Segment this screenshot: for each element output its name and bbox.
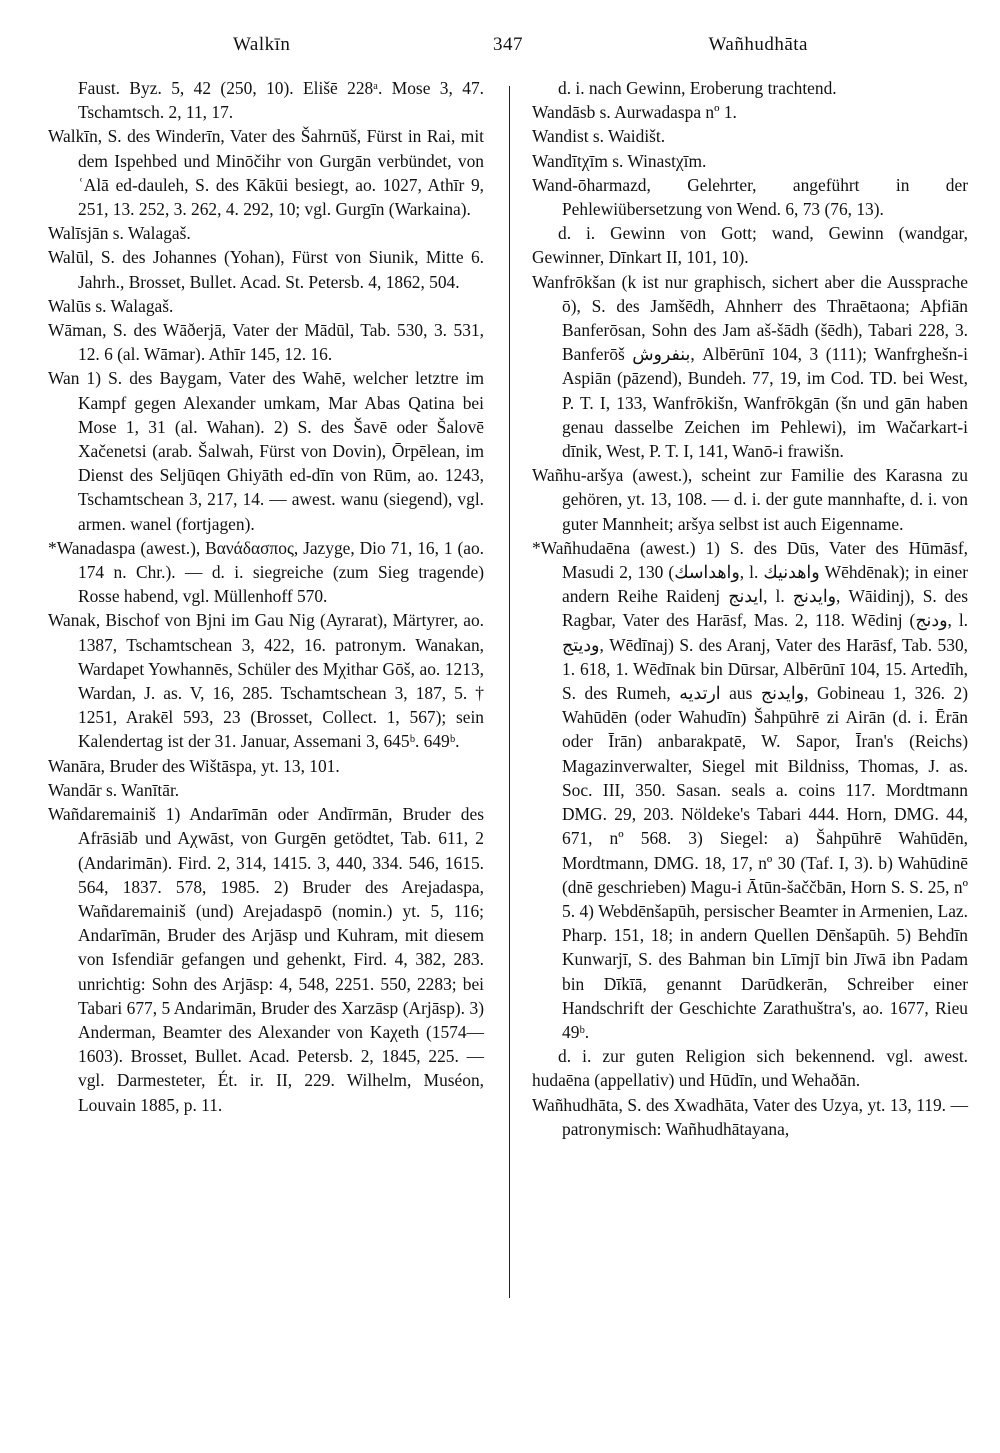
dictionary-entry: Walūl, S. des Johannes (Yohan), Fürst von Siunik, Mitte 6. Jahrh., Brosset, Bullet. Acad. St. Petersb. 4, 1862, 504.: [48, 247, 484, 292]
dictionary-entry: Wāman, S. des Wāðerjā, Vater der Mādūl, Tab. 530, 3. 531, 12. 6 (al. Wāmar). Athīr 145, 12. 16.: [48, 320, 484, 365]
page-header: [48, 34, 958, 60]
dictionary-entry: Wanfrōkšan (k ist nur graphisch, sichert aber die Aussprache ō), S. des Jamšēdh, Ahnherr des Thraētaona; Aþfiān Banferōsan, Sohn des Jam aš-šādh (šēdh), Tabari 228, 3. Banferōš بنفروش, Albērūnī 104, 3 (111); Wanfrghešn-i Aspiān (pāzend), Bundeh. 77, 19, im Cod. TD. bei West, P. T. I, 133, Wanfrōkišn, Wanfrōkgān (šn und gān haben genau dasselbe Zeichen im Pehlewi), im Wačarkart-i dīnik, West, P. T. I, 141, Wanō-i frawišn.: [532, 271, 968, 462]
dictionary-entry: Wañhu-aršya (awest.), scheint zur Familie des Karasna zu gehören, yt. 13, 108. — d. i. der gute mannhafte, d. i. von guter Mannheit; aršya selbst ist auch Eigenname.: [532, 465, 968, 534]
dictionary-entry: *Wanadaspa (awest.), Βανάδασπος, Jazyge, Dio 71, 16, 1 (ao. 174 n. Chr.). — d. i. siegreiche (zum Sieg tragende) Rosse habend, vgl. Müllenhoff 570.: [48, 537, 484, 607]
column-divider: [509, 86, 510, 1298]
entry-paragraph: d. i. nach Gewinn, Eroberung trachtend.: [558, 78, 837, 98]
dictionary-entry: *Wañhudaēna (awest.) 1) S. des Dūs, Vater des Hūmāsf, Masudi 2, 130 (واهداسك, l. واهدنيك Wēhdēnak); in einer andern Reihe Raidenj ايدنج, l. وايدنج, Wāidinj), S. des Ragbar, Vater des Harāsf, Mas. 2, 118. Wēdinj (ودنج, l. وديتج, Wēdīnaj) S. des Aranj, Vater des Harāsf, Tab. 530, 1. 618, 1. Wēdīnak bin Dūrsar, Albērūnī 104, 15. Artedīh, S. des Rumeh, ارتديه aus وايدنج, Gobineau 1, 326. 2) Wahūdēn (oder Wahudīn) Šahpūhrē zi Airān (d. i. Ērān oder Īrān) anbarakpatē, W. Sapor, Īran's (Reichs) Magazinverwalter, Siegel mit Bildniss, Thomas, J. as. Soc. III, 350. Sasan. seals a. coins 117. Mordtmann DMG. 29, 203. Nöldeke's Tabari 444. Horn, DMG. 44, 671, nº 568. 3) Siegel: a) Šahpūhrē Wahūdēn, Mordtmann, DMG. 18, 17, nº 30 (Taf. I, 3). b) Wahūdinē (dnē geschrieben) Magu-i Ātūn-šaččbān, Horn S. S. 25, nº 5. 4) Webdēnšapūh, persischer Beamter in Armenien, Laz. Pharp. 151, 18; in andern Quellen Dēnšapūh. 5) Behdīn Kunwarjī, S. des Bahman bin Līmjī bin Jīwā ibn Padam bin Dīkīā, genannt Darūdkerān, Schreiber einer Handschrift der Geschichte Zarathuštra's, ao. 1677, Rieu 49ᵇ.: [532, 537, 969, 1042]
dictionary-entry: Wandār s. Wanītār.: [48, 779, 180, 800]
entry-paragraph: d. i. Gewinn von Gott; wand, Gewinn (wandgar, Gewinner, Dīnkart II, 101, 10).: [532, 223, 968, 268]
dictionary-entry: Wandist s. Waidišt.: [532, 126, 666, 147]
dictionary-entry: Wañdaremainiš 1) Andarīmān oder Andīrmān, Bruder des Afrāsiāb und Aχwāst, von Gurgēn getödtet, Tab. 611, 2 (Andarimān). Fird. 2, 314, 1415. 3, 440, 334. 546, 1615. 564, 1837. 578, 1985. 2) Bruder des Arejadaspa, Wañdaremainiš (und) Arejadaspō (nomin.) yt. 5, 116; Andarīmān, Bruder des Arjāsp und Kuhram, mit diesem von Isfendiār gefangen und gehenkt, Fird. 4, 382, 283. unrichtig: Sohn des Arjāsp: 4, 548, 2251. 550, 2283; bei Tabari 677, 5 Andarimān, Bruder des Xarzāsp (Arjāsp). 3) Anderman, Beamter des Alexander von Kaχeth (1574—1603). Brosset, Bullet. Acad. Petersb. 2, 1845, 225. — vgl. Darmesteter, Ét. ir. II, 229. Wilhelm, Muséon, Louvain 1885, p. 11.: [48, 804, 484, 1115]
dictionary-entry: Wandāsb s. Aurwadaspa nº 1.: [532, 102, 737, 123]
dictionary-entry: Wandītχīm s. Winastχīm.: [532, 150, 707, 171]
entry-paragraph: d. i. zur guten Religion sich bekennend. vgl. awest. hudaēna (appellativ) und Hūdīn, und Wehaðān.: [532, 1046, 968, 1091]
left-column: [48, 76, 484, 1117]
page-number: 347: [493, 34, 523, 55]
dictionary-entry: Wanāra, Bruder des Wištāspa, yt. 13, 101.: [48, 755, 340, 776]
right-column: [532, 76, 968, 1141]
dictionary-entry: Wanak, Bischof von Bjni im Gau Nig (Ayrarat), Märtyrer, ao. 1387, Tschamtschean 3, 422, 16. patronym. Wanakan, Wardapet Yowhannēs, Schüler des Mχithar Gōš, ao. 1213, Wardan, J. as. V, 16, 285. Tschamtschean 3, 187, 5. † 1251, Arakēl 593, 23 (Brosset, Collect. 1, 567); sein Kalendertag ist der 31. Januar, Assemani 3, 645ᵇ. 649ᵇ.: [48, 610, 484, 752]
entry-paragraph: Faust. Byz. 5, 42 (250, 10). Elišē 228ᵃ. Mose 3, 47. Tschamtsch. 2, 11, 17.: [78, 78, 484, 123]
header-left-keyword: Walkīn: [233, 34, 291, 55]
header-right-keyword: Wañhudhāta: [708, 34, 808, 55]
dictionary-entry: Wand-ōharmazd, Gelehrter, angeführt in der Pehlewiübersetzung von Wend. 6, 73 (76, 13).: [532, 174, 968, 220]
dictionary-entry: Walūs s. Walagaš.: [48, 295, 174, 316]
dictionary-entry: Walkīn, S. des Winderīn, Vater des Šahrnūš, Fürst in Rai, mit dem Ispehbed und Minōčihr von Gurgān verbündet, von ʿAlā ed-dauleh, S. des Kākūi besiegt, ao. 1027, Athīr 9, 251, 13. 252, 3. 262, 4. 292, 10; vgl. Gurgīn (Warkaina).: [48, 126, 484, 220]
dictionary-entry: Walīsjān s. Walagaš.: [48, 223, 191, 244]
dictionary-entry: Wañhudhāta, S. des Xwadhāta, Vater des Uzya, yt. 13, 119. — patronymisch: Wañhudhātayana,: [532, 1094, 968, 1139]
dictionary-entry: Wan 1) S. des Baygam, Vater des Wahē, welcher letztre im Kampf gegen Alexander umkam, Mar Abas Qatina bei Mose 1, 31 (al. Wahan). 2) S. des Šavē oder Šalovē Xačenetsi (arab. Šalwah, Fürst von Dovin), Ōrpēlean, im Dienst des Seljūqen Ghiyāth ed-dīn von Rūm, ao. 1243, Tschamtschean 3, 217, 14. — awest. wanu (siegend), vgl. armen. wanel (fortjagen).: [48, 368, 484, 534]
